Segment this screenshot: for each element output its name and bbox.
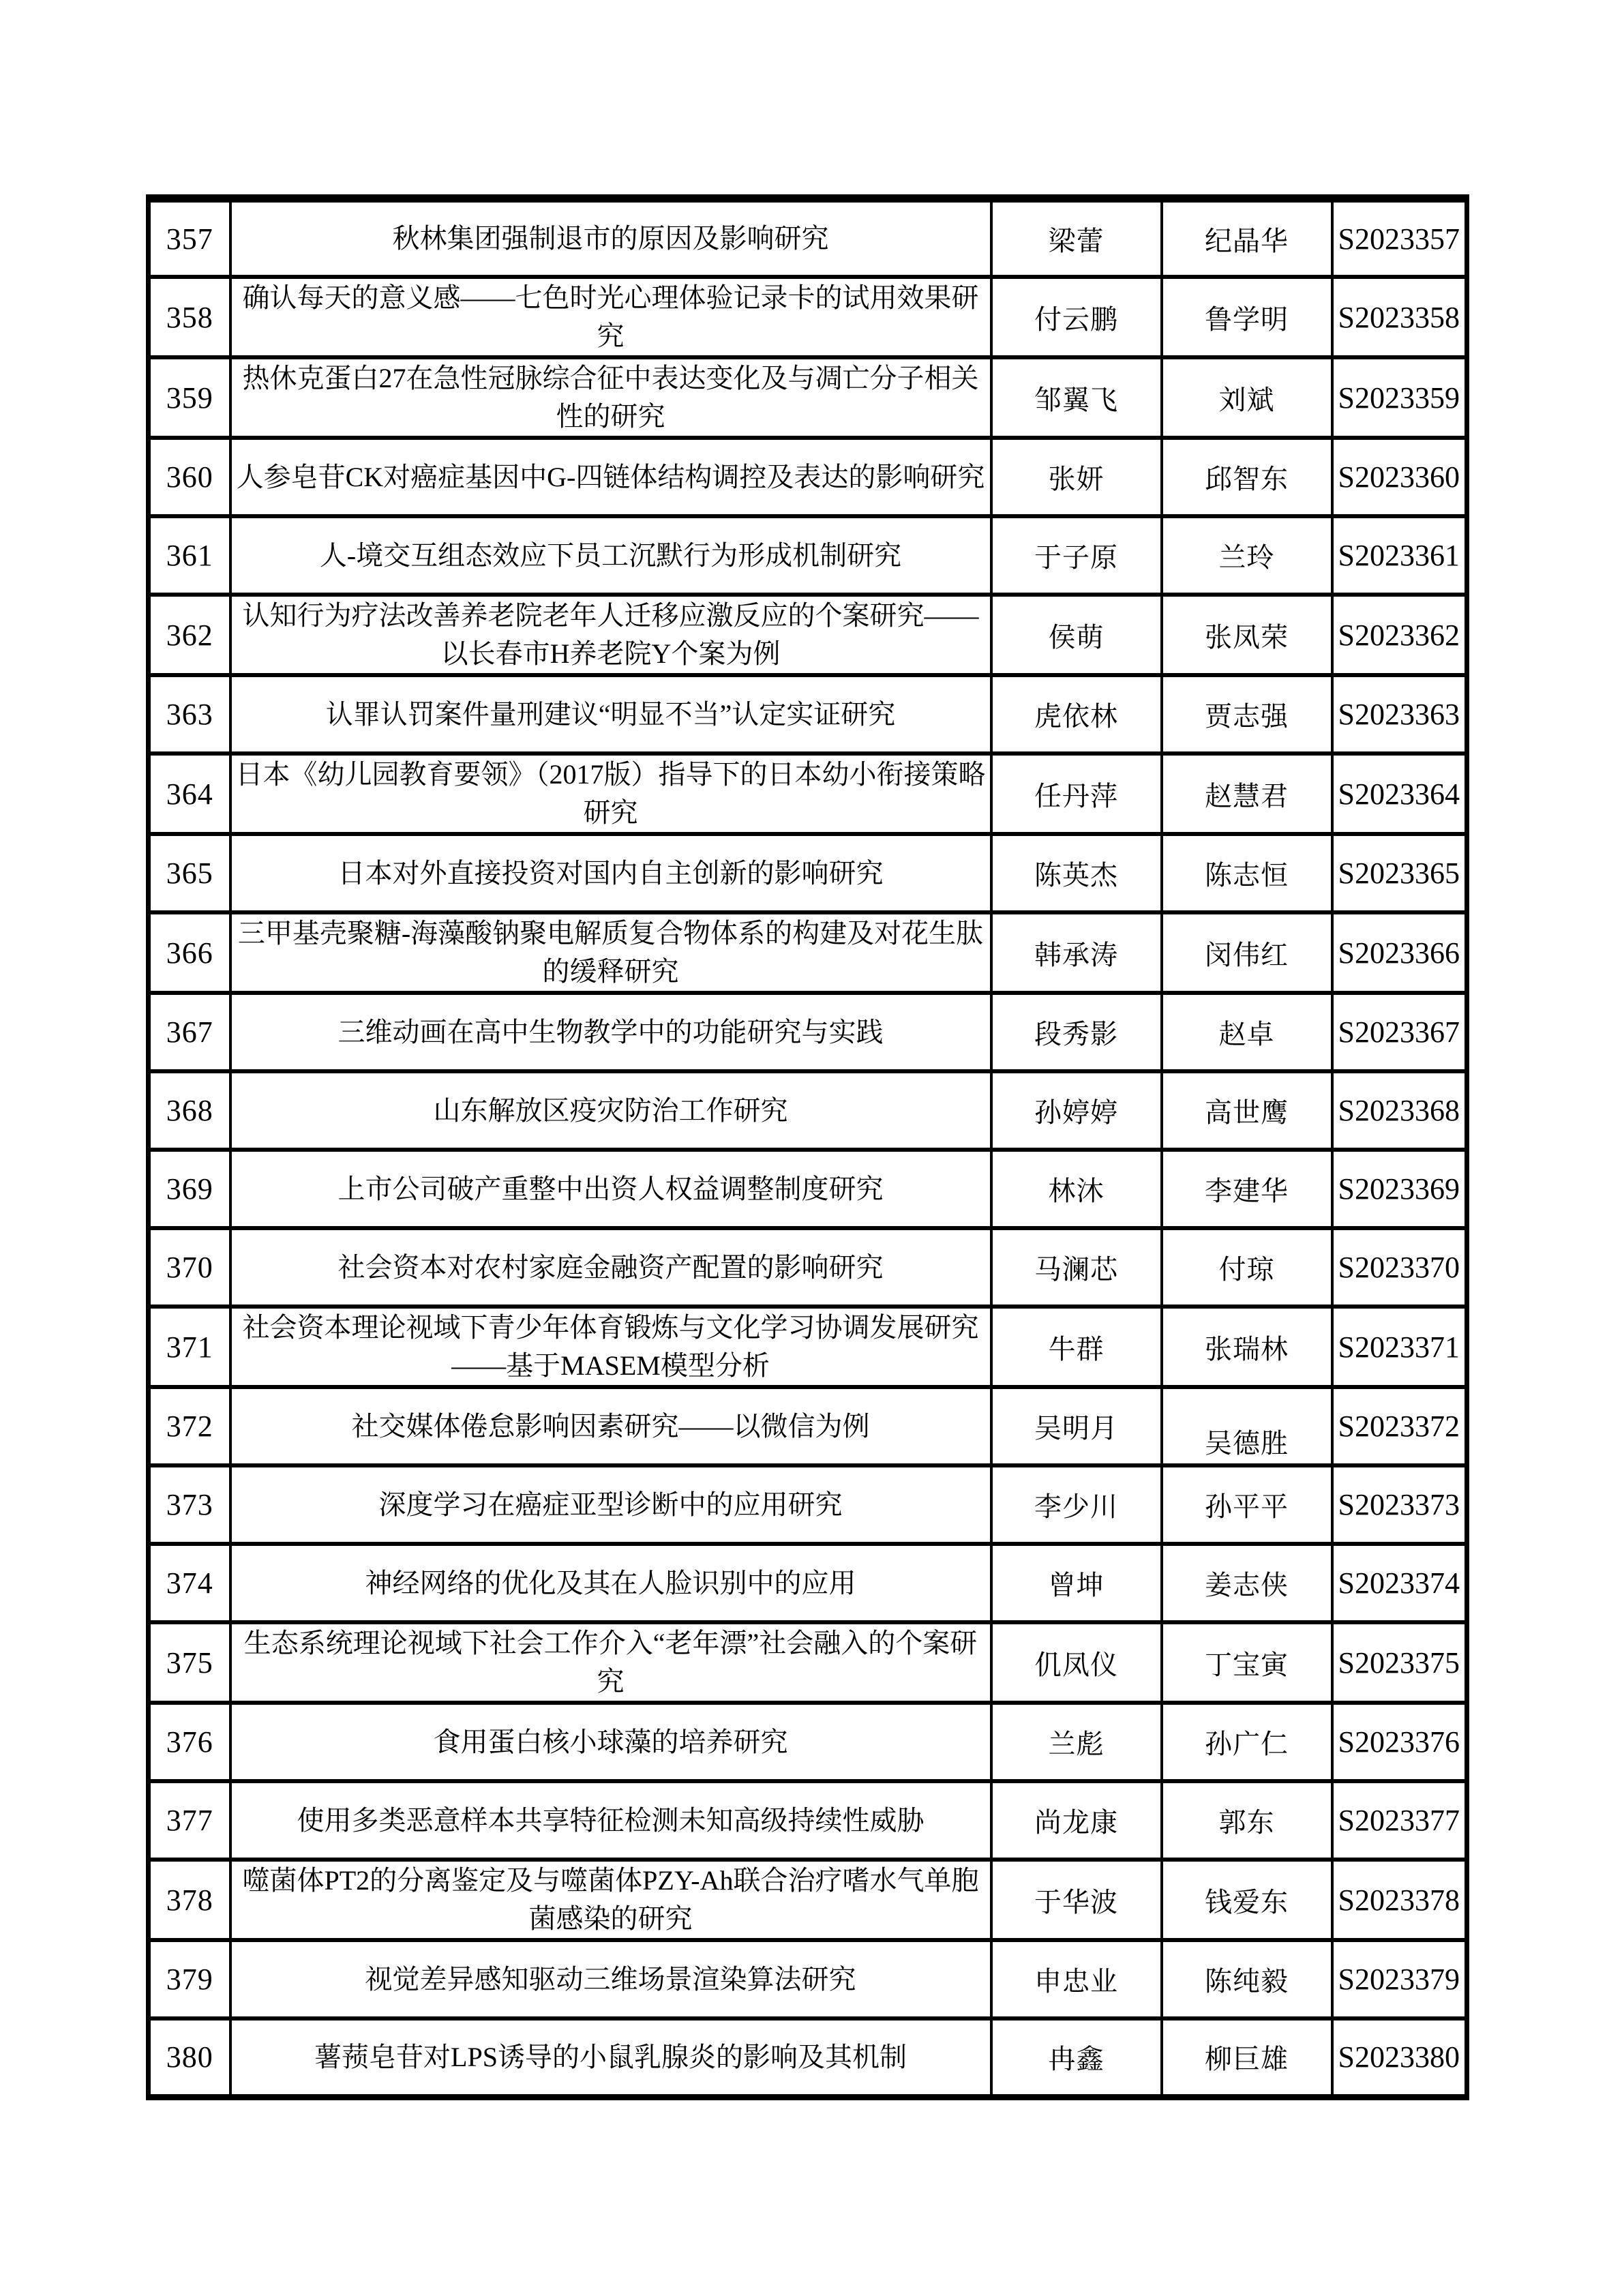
person1-name: 陈英杰 <box>991 834 1162 912</box>
person1-name: 梁蕾 <box>991 198 1162 277</box>
person1-name: 邹翼飞 <box>991 357 1162 438</box>
person2-name: 高世鹰 <box>1162 1071 1332 1150</box>
table-row <box>149 1071 1467 1150</box>
person1-name: 孙婷婷 <box>991 1071 1162 1150</box>
project-title: 深度学习在癌症亚型诊断中的应用研究 <box>230 1465 991 1544</box>
row-number: 374 <box>149 1544 230 1622</box>
project-id: S2023380 <box>1332 2018 1467 2097</box>
table-row <box>149 438 1467 516</box>
person2-name: 陈纯毅 <box>1162 1940 1332 2018</box>
row-number: 365 <box>149 834 230 912</box>
row-number: 370 <box>149 1228 230 1307</box>
row-number: 375 <box>149 1622 230 1703</box>
person2-name: 付琼 <box>1162 1228 1332 1307</box>
project-title: 使用多类恶意样本共享特征检测未知高级持续性威胁 <box>230 1781 991 1860</box>
project-id: S2023364 <box>1332 754 1467 834</box>
person1-name: 虎依林 <box>991 675 1162 754</box>
table-row <box>149 277 1467 357</box>
project-title: 社交媒体倦怠影响因素研究——以微信为例 <box>230 1387 991 1465</box>
person1-name: 于子原 <box>991 516 1162 595</box>
table-row <box>149 1150 1467 1228</box>
person1-name: 付云鹏 <box>991 277 1162 357</box>
project-id: S2023373 <box>1332 1465 1467 1544</box>
person2-name: 刘斌 <box>1162 357 1332 438</box>
row-number: 371 <box>149 1307 230 1387</box>
project-id: S2023370 <box>1332 1228 1467 1307</box>
project-id: S2023375 <box>1332 1622 1467 1703</box>
project-title: 人-境交互组态效应下员工沉默行为形成机制研究 <box>230 516 991 595</box>
row-number: 357 <box>149 198 230 277</box>
project-title: 食用蛋白核小球藻的培养研究 <box>230 1703 991 1781</box>
project-title: 认知行为疗法改善养老院老年人迁移应激反应的个案研究——以长春市H养老院Y个案为例 <box>230 595 991 675</box>
person2-name: 钱爱东 <box>1162 1860 1332 1940</box>
table-row <box>149 595 1467 675</box>
table-row <box>149 1307 1467 1387</box>
person1-name: 于华波 <box>991 1860 1162 1940</box>
person2-name: 丁宝寅 <box>1162 1622 1332 1703</box>
person1-name: 段秀影 <box>991 993 1162 1071</box>
table-row <box>149 834 1467 912</box>
row-number: 361 <box>149 516 230 595</box>
project-id: S2023366 <box>1332 912 1467 993</box>
person2-name: 闵伟红 <box>1162 912 1332 993</box>
person2-name: 李建华 <box>1162 1150 1332 1228</box>
person1-name: 张妍 <box>991 438 1162 516</box>
person1-name: 吴明月 <box>991 1387 1162 1465</box>
row-number: 376 <box>149 1703 230 1781</box>
table-row <box>149 993 1467 1071</box>
row-number: 367 <box>149 993 230 1071</box>
project-title: 人参皂苷CK对癌症基因中G-四链体结构调控及表达的影响研究 <box>230 438 991 516</box>
person1-name: 马澜芯 <box>991 1228 1162 1307</box>
project-title: 三维动画在高中生物教学中的功能研究与实践 <box>230 993 991 1071</box>
person1-name: 冉鑫 <box>991 2018 1162 2097</box>
project-id: S2023367 <box>1332 993 1467 1071</box>
person2-name: 孙广仁 <box>1162 1703 1332 1781</box>
project-id: S2023378 <box>1332 1860 1467 1940</box>
row-number: 360 <box>149 438 230 516</box>
table-body <box>149 198 1467 2097</box>
project-title: 认罪认罚案件量刑建议“明显不当”认定实证研究 <box>230 675 991 754</box>
row-number: 369 <box>149 1150 230 1228</box>
project-id: S2023361 <box>1332 516 1467 595</box>
project-id: S2023363 <box>1332 675 1467 754</box>
row-number: 377 <box>149 1781 230 1860</box>
person2-name: 陈志恒 <box>1162 834 1332 912</box>
project-title: 秋林集团强制退市的原因及影响研究 <box>230 198 991 277</box>
row-number: 366 <box>149 912 230 993</box>
person1-name: 任丹萍 <box>991 754 1162 834</box>
table-row <box>149 1703 1467 1781</box>
project-id: S2023369 <box>1332 1150 1467 1228</box>
project-title: 三甲基壳聚糖-海藻酸钠聚电解质复合物体系的构建及对花生肽的缓释研究 <box>230 912 991 993</box>
project-title: 生态系统理论视域下社会工作介入“老年漂”社会融入的个案研究 <box>230 1622 991 1703</box>
row-number: 359 <box>149 357 230 438</box>
project-title: 热休克蛋白27在急性冠脉综合征中表达变化及与凋亡分子相关性的研究 <box>230 357 991 438</box>
table-row <box>149 912 1467 993</box>
projects-table <box>146 194 1469 2100</box>
table-row <box>149 516 1467 595</box>
project-id: S2023376 <box>1332 1703 1467 1781</box>
project-title: 神经网络的优化及其在人脸识别中的应用 <box>230 1544 991 1622</box>
table-row <box>149 754 1467 834</box>
row-number: 368 <box>149 1071 230 1150</box>
person2-name: 姜志侠 <box>1162 1544 1332 1622</box>
person2-name: 郭东 <box>1162 1781 1332 1860</box>
person1-name: 仉凤仪 <box>991 1622 1162 1703</box>
person1-name: 牛群 <box>991 1307 1162 1387</box>
person1-name: 曾坤 <box>991 1544 1162 1622</box>
project-id: S2023362 <box>1332 595 1467 675</box>
person2-name: 贾志强 <box>1162 675 1332 754</box>
project-id: S2023377 <box>1332 1781 1467 1860</box>
table-row <box>149 198 1467 277</box>
project-id: S2023379 <box>1332 1940 1467 2018</box>
person1-name: 申忠业 <box>991 1940 1162 2018</box>
project-title: 噬菌体PT2的分离鉴定及与噬菌体PZY-Ah联合治疗嗜水气单胞菌感染的研究 <box>230 1860 991 1940</box>
table-row <box>149 675 1467 754</box>
project-title: 日本对外直接投资对国内自主创新的影响研究 <box>230 834 991 912</box>
project-title: 确认每天的意义感——七色时光心理体验记录卡的试用效果研究 <box>230 277 991 357</box>
person1-name: 林沐 <box>991 1150 1162 1228</box>
table-row <box>149 1228 1467 1307</box>
person1-name: 韩承涛 <box>991 912 1162 993</box>
table-row <box>149 1387 1467 1465</box>
person2-name: 邱智东 <box>1162 438 1332 516</box>
project-id: S2023360 <box>1332 438 1467 516</box>
row-number: 379 <box>149 1940 230 2018</box>
row-number: 380 <box>149 2018 230 2097</box>
person2-name: 赵卓 <box>1162 993 1332 1071</box>
project-id: S2023359 <box>1332 357 1467 438</box>
document-page <box>146 194 1465 2100</box>
row-number: 378 <box>149 1860 230 1940</box>
project-id: S2023365 <box>1332 834 1467 912</box>
project-id: S2023374 <box>1332 1544 1467 1622</box>
project-title: 山东解放区疫灾防治工作研究 <box>230 1071 991 1150</box>
person2-name: 纪晶华 <box>1162 198 1332 277</box>
project-title: 薯蓣皂苷对LPS诱导的小鼠乳腺炎的影响及其机制 <box>230 2018 991 2097</box>
project-id: S2023358 <box>1332 277 1467 357</box>
project-id: S2023357 <box>1332 198 1467 277</box>
project-title: 上市公司破产重整中出资人权益调整制度研究 <box>230 1150 991 1228</box>
table-row <box>149 357 1467 438</box>
project-id: S2023368 <box>1332 1071 1467 1150</box>
row-number: 363 <box>149 675 230 754</box>
person1-name: 尚龙康 <box>991 1781 1162 1860</box>
table-row <box>149 1544 1467 1622</box>
project-title: 日本《幼儿园教育要领》（2017版）指导下的日本幼小衔接策略研究 <box>230 754 991 834</box>
person2-name: 鲁学明 <box>1162 277 1332 357</box>
row-number: 364 <box>149 754 230 834</box>
person2-name: 吴德胜 <box>1162 1387 1332 1465</box>
table-row <box>149 1940 1467 2018</box>
person2-name: 兰玲 <box>1162 516 1332 595</box>
table-row <box>149 1465 1467 1544</box>
person2-name: 孙平平 <box>1162 1465 1332 1544</box>
project-id: S2023372 <box>1332 1387 1467 1465</box>
row-number: 362 <box>149 595 230 675</box>
person2-name: 张凤荣 <box>1162 595 1332 675</box>
row-number: 373 <box>149 1465 230 1544</box>
person1-name: 李少川 <box>991 1465 1162 1544</box>
table-row <box>149 2018 1467 2097</box>
table-row <box>149 1622 1467 1703</box>
table-row <box>149 1860 1467 1940</box>
project-title: 视觉差异感知驱动三维场景渲染算法研究 <box>230 1940 991 2018</box>
person2-name: 张瑞林 <box>1162 1307 1332 1387</box>
row-number: 372 <box>149 1387 230 1465</box>
person1-name: 侯萌 <box>991 595 1162 675</box>
table-row <box>149 1781 1467 1860</box>
project-title: 社会资本对农村家庭金融资产配置的影响研究 <box>230 1228 991 1307</box>
project-title: 社会资本理论视域下青少年体育锻炼与文化学习协调发展研究——基于MASEM模型分析 <box>230 1307 991 1387</box>
person2-name: 柳巨雄 <box>1162 2018 1332 2097</box>
person1-name: 兰彪 <box>991 1703 1162 1781</box>
project-id: S2023371 <box>1332 1307 1467 1387</box>
person2-name: 赵慧君 <box>1162 754 1332 834</box>
row-number: 358 <box>149 277 230 357</box>
